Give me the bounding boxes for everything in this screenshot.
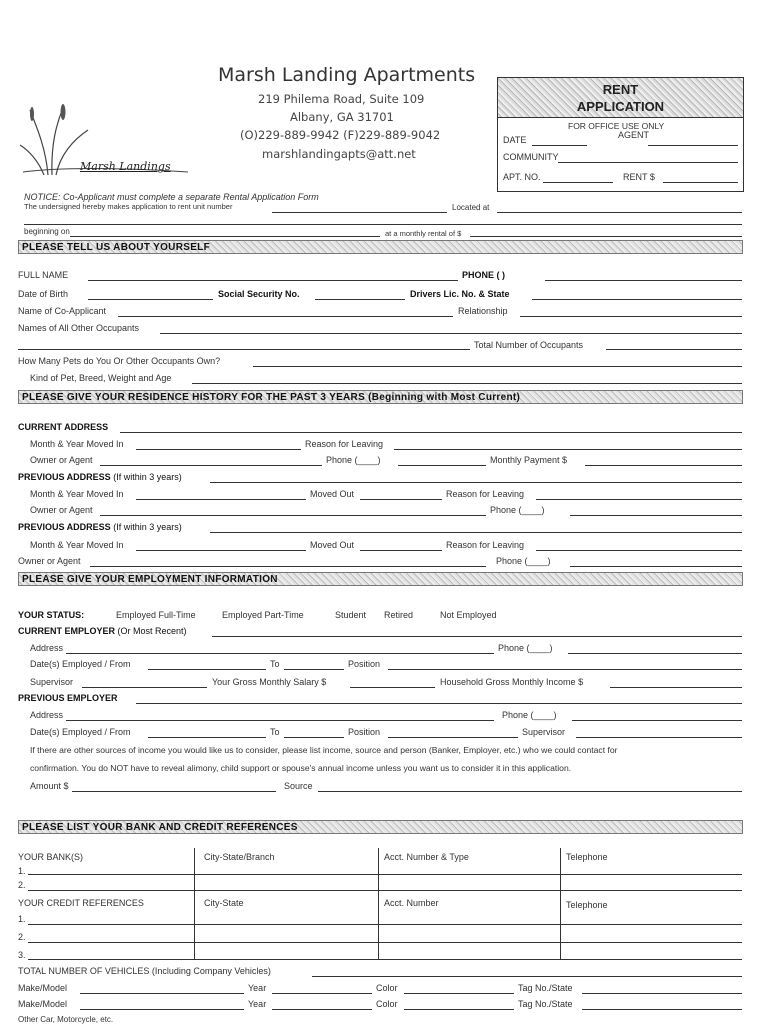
- employer-phone-label: Phone (____): [498, 643, 553, 653]
- ssn-label: Social Security No.: [218, 289, 300, 299]
- city-branch-label: City-State/Branch: [204, 852, 275, 862]
- year-label-1: Year: [248, 983, 267, 993]
- dob-label: Date of Birth: [18, 289, 69, 299]
- located-at-label: Located at: [452, 203, 490, 212]
- credit-row-3-num: 3.: [18, 950, 26, 960]
- pet-kind-label: Kind of Pet, Breed, Weight and Age: [30, 373, 172, 383]
- make-model-label-2: Make/Model: [18, 999, 68, 1009]
- owner-label-2: Owner or Agent: [30, 505, 93, 515]
- acct-number-label: Acct. Number: [384, 898, 439, 908]
- dates-employed-label-2: Date(s) Employed / From: [30, 727, 131, 737]
- monthly-rental-label: at a monthly rental of $: [385, 229, 462, 238]
- current-address-label: CURRENT ADDRESS: [18, 422, 109, 432]
- moved-in-label-2: Month & Year Moved In: [30, 489, 124, 499]
- reason-label-3: Reason for Leaving: [446, 540, 525, 550]
- other-occupants-label: Names of All Other Occupants: [18, 323, 140, 333]
- notice-title: NOTICE: Co-Applicant must complete a separate Rental Application Form: [24, 192, 319, 202]
- telephone-label-2: Telephone: [566, 900, 608, 910]
- moved-out-label-2: Moved Out: [310, 540, 355, 550]
- supervisor-label: Supervisor: [30, 677, 74, 687]
- logo-text: Marsh Landings: [80, 160, 171, 173]
- within-note-2: (If within 3 years): [113, 522, 182, 532]
- section-employment: PLEASE GIVE YOUR EMPLOYMENT INFORMATION: [18, 572, 743, 586]
- your-bank-label: YOUR BANK(S): [18, 852, 84, 862]
- acct-type-label: Acct. Number & Type: [384, 852, 469, 862]
- to-label-2: To: [270, 727, 280, 737]
- section-bank: PLEASE LIST YOUR BANK AND CREDIT REFERENCES: [18, 820, 743, 834]
- owner-label-3: Owner or Agent: [18, 556, 81, 566]
- previous-address-1-label: [18, 472, 182, 482]
- dates-employed-label: Date(s) Employed / From: [30, 659, 131, 669]
- agent-label: AGENT: [618, 130, 650, 140]
- owner-label: Owner or Agent: [30, 455, 93, 465]
- total-vehicles-label: TOTAL NUMBER OF VEHICLES (Including Company Vehicles): [18, 966, 271, 976]
- beginning-on-label: beginning on: [24, 227, 70, 236]
- phone-label-res: Phone (____): [326, 455, 381, 465]
- credit-refs-label: YOUR CREDIT REFERENCES: [18, 898, 144, 908]
- make-model-label-1: Make/Model: [18, 983, 68, 993]
- within-note-1: (If within 3 years): [113, 472, 182, 482]
- credit-row-1-num: 1.: [18, 914, 26, 924]
- phone-label-res-2: Phone (____): [490, 505, 545, 515]
- phone-label: PHONE ( ): [462, 270, 506, 280]
- to-label: To: [270, 659, 280, 669]
- rent-application-stamp: [498, 78, 743, 118]
- address-label-2: Address: [30, 710, 64, 720]
- full-name-label: FULL NAME: [18, 270, 69, 280]
- household-label: Household Gross Monthly Income $: [440, 677, 584, 687]
- tag-label-2: Tag No./State: [518, 999, 573, 1009]
- other-income-line-1: If there are other sources of income you would like us to consider, please list income, source and person (Banker, Employer, etc.) who we could contact for: [30, 745, 618, 755]
- status-student[interactable]: Student: [335, 610, 367, 620]
- color-label-1: Color: [376, 983, 398, 993]
- other-vehicle-label: Other Car, Motorcycle, etc.: [18, 1015, 114, 1024]
- supervisor-label-2: Supervisor: [522, 727, 566, 737]
- office-use-label: FOR OFFICE USE ONLY: [568, 121, 665, 131]
- reason-label-2: Reason for Leaving: [446, 489, 525, 499]
- stamp-line-2: APPLICATION: [576, 99, 665, 114]
- moved-out-label: Moved Out: [310, 489, 355, 499]
- status-not-employed[interactable]: Not Employed: [440, 610, 497, 620]
- status-full-time[interactable]: Employed Full-Time: [116, 610, 196, 620]
- email-line: marshlandingapts@att.net: [262, 147, 416, 161]
- current-employer-label: [18, 626, 187, 636]
- phone-label-res-3: Phone (____): [496, 556, 551, 566]
- source-label: Source: [284, 781, 313, 791]
- current-employer-note: (Or Most Recent): [117, 626, 187, 636]
- bank-row-2-num: 2.: [18, 880, 26, 890]
- address-line-2: Albany, GA 31701: [290, 110, 394, 124]
- previous-address-2-label: [18, 522, 182, 532]
- moved-in-label: Month & Year Moved In: [30, 439, 124, 449]
- monthly-payment-label: Monthly Payment $: [490, 455, 568, 465]
- date-label: DATE: [503, 135, 527, 145]
- city-state-label: City-State: [204, 898, 244, 908]
- other-income-line-2: confirmation. You do NOT have to reveal alimony, child support or spouse's annual income unless you want us to consider it in this application.: [30, 763, 572, 773]
- your-status-label: YOUR STATUS:: [18, 610, 85, 620]
- total-occupants-label: Total Number of Occupants: [474, 340, 584, 350]
- status-part-time[interactable]: Employed Part-Time: [222, 610, 304, 620]
- drivers-label: Drivers Lic. No. & State: [410, 289, 510, 299]
- company-title: Marsh Landing Apartments: [218, 64, 476, 86]
- current-employer-title: CURRENT EMPLOYER: [18, 626, 116, 636]
- telephone-label: Telephone: [566, 852, 608, 862]
- relationship-label: Relationship: [458, 306, 508, 316]
- previous-employer-label: PREVIOUS EMPLOYER: [18, 693, 118, 703]
- notice-line-1: The undersigned hereby makes application to rent unit number: [24, 202, 233, 211]
- address-label: Address: [30, 643, 64, 653]
- position-label-2: Position: [348, 727, 381, 737]
- office-use-box: [497, 77, 744, 192]
- reason-label: Reason for Leaving: [305, 439, 384, 449]
- amount-label: Amount $: [30, 781, 69, 791]
- year-label-2: Year: [248, 999, 267, 1009]
- apt-no-label: APT. NO.: [503, 172, 541, 182]
- section-about: PLEASE TELL US ABOUT YOURSELF: [18, 240, 743, 254]
- address-line-1: 219 Philema Road, Suite 109: [258, 92, 425, 106]
- stamp-line-1: RENT: [602, 82, 639, 97]
- rent-label: RENT $: [623, 172, 655, 182]
- pets-label: How Many Pets do You Or Other Occupants Own?: [18, 356, 221, 366]
- moved-in-label-3: Month & Year Moved In: [30, 540, 124, 550]
- bank-row-1-num: 1.: [18, 866, 26, 876]
- color-label-2: Color: [376, 999, 398, 1009]
- previous-address-1-title: PREVIOUS ADDRESS: [18, 472, 111, 482]
- tag-label-1: Tag No./State: [518, 983, 573, 993]
- community-label: COMMUNITY: [503, 152, 559, 162]
- credit-row-2-num: 2.: [18, 932, 26, 942]
- previous-address-2-title: PREVIOUS ADDRESS: [18, 522, 111, 532]
- phone-line: (O)229-889-9942 (F)229-889-9042: [240, 128, 441, 142]
- employer-phone-label-2: Phone (____): [502, 710, 557, 720]
- salary-label: Your Gross Monthly Salary $: [212, 677, 327, 687]
- status-retired[interactable]: Retired: [384, 610, 414, 620]
- position-label: Position: [348, 659, 381, 669]
- coapplicant-label: Name of Co-Applicant: [18, 306, 107, 316]
- section-residence: PLEASE GIVE YOUR RESIDENCE HISTORY FOR THE PAST 3 YEARS (Beginning with Most Current): [18, 390, 743, 404]
